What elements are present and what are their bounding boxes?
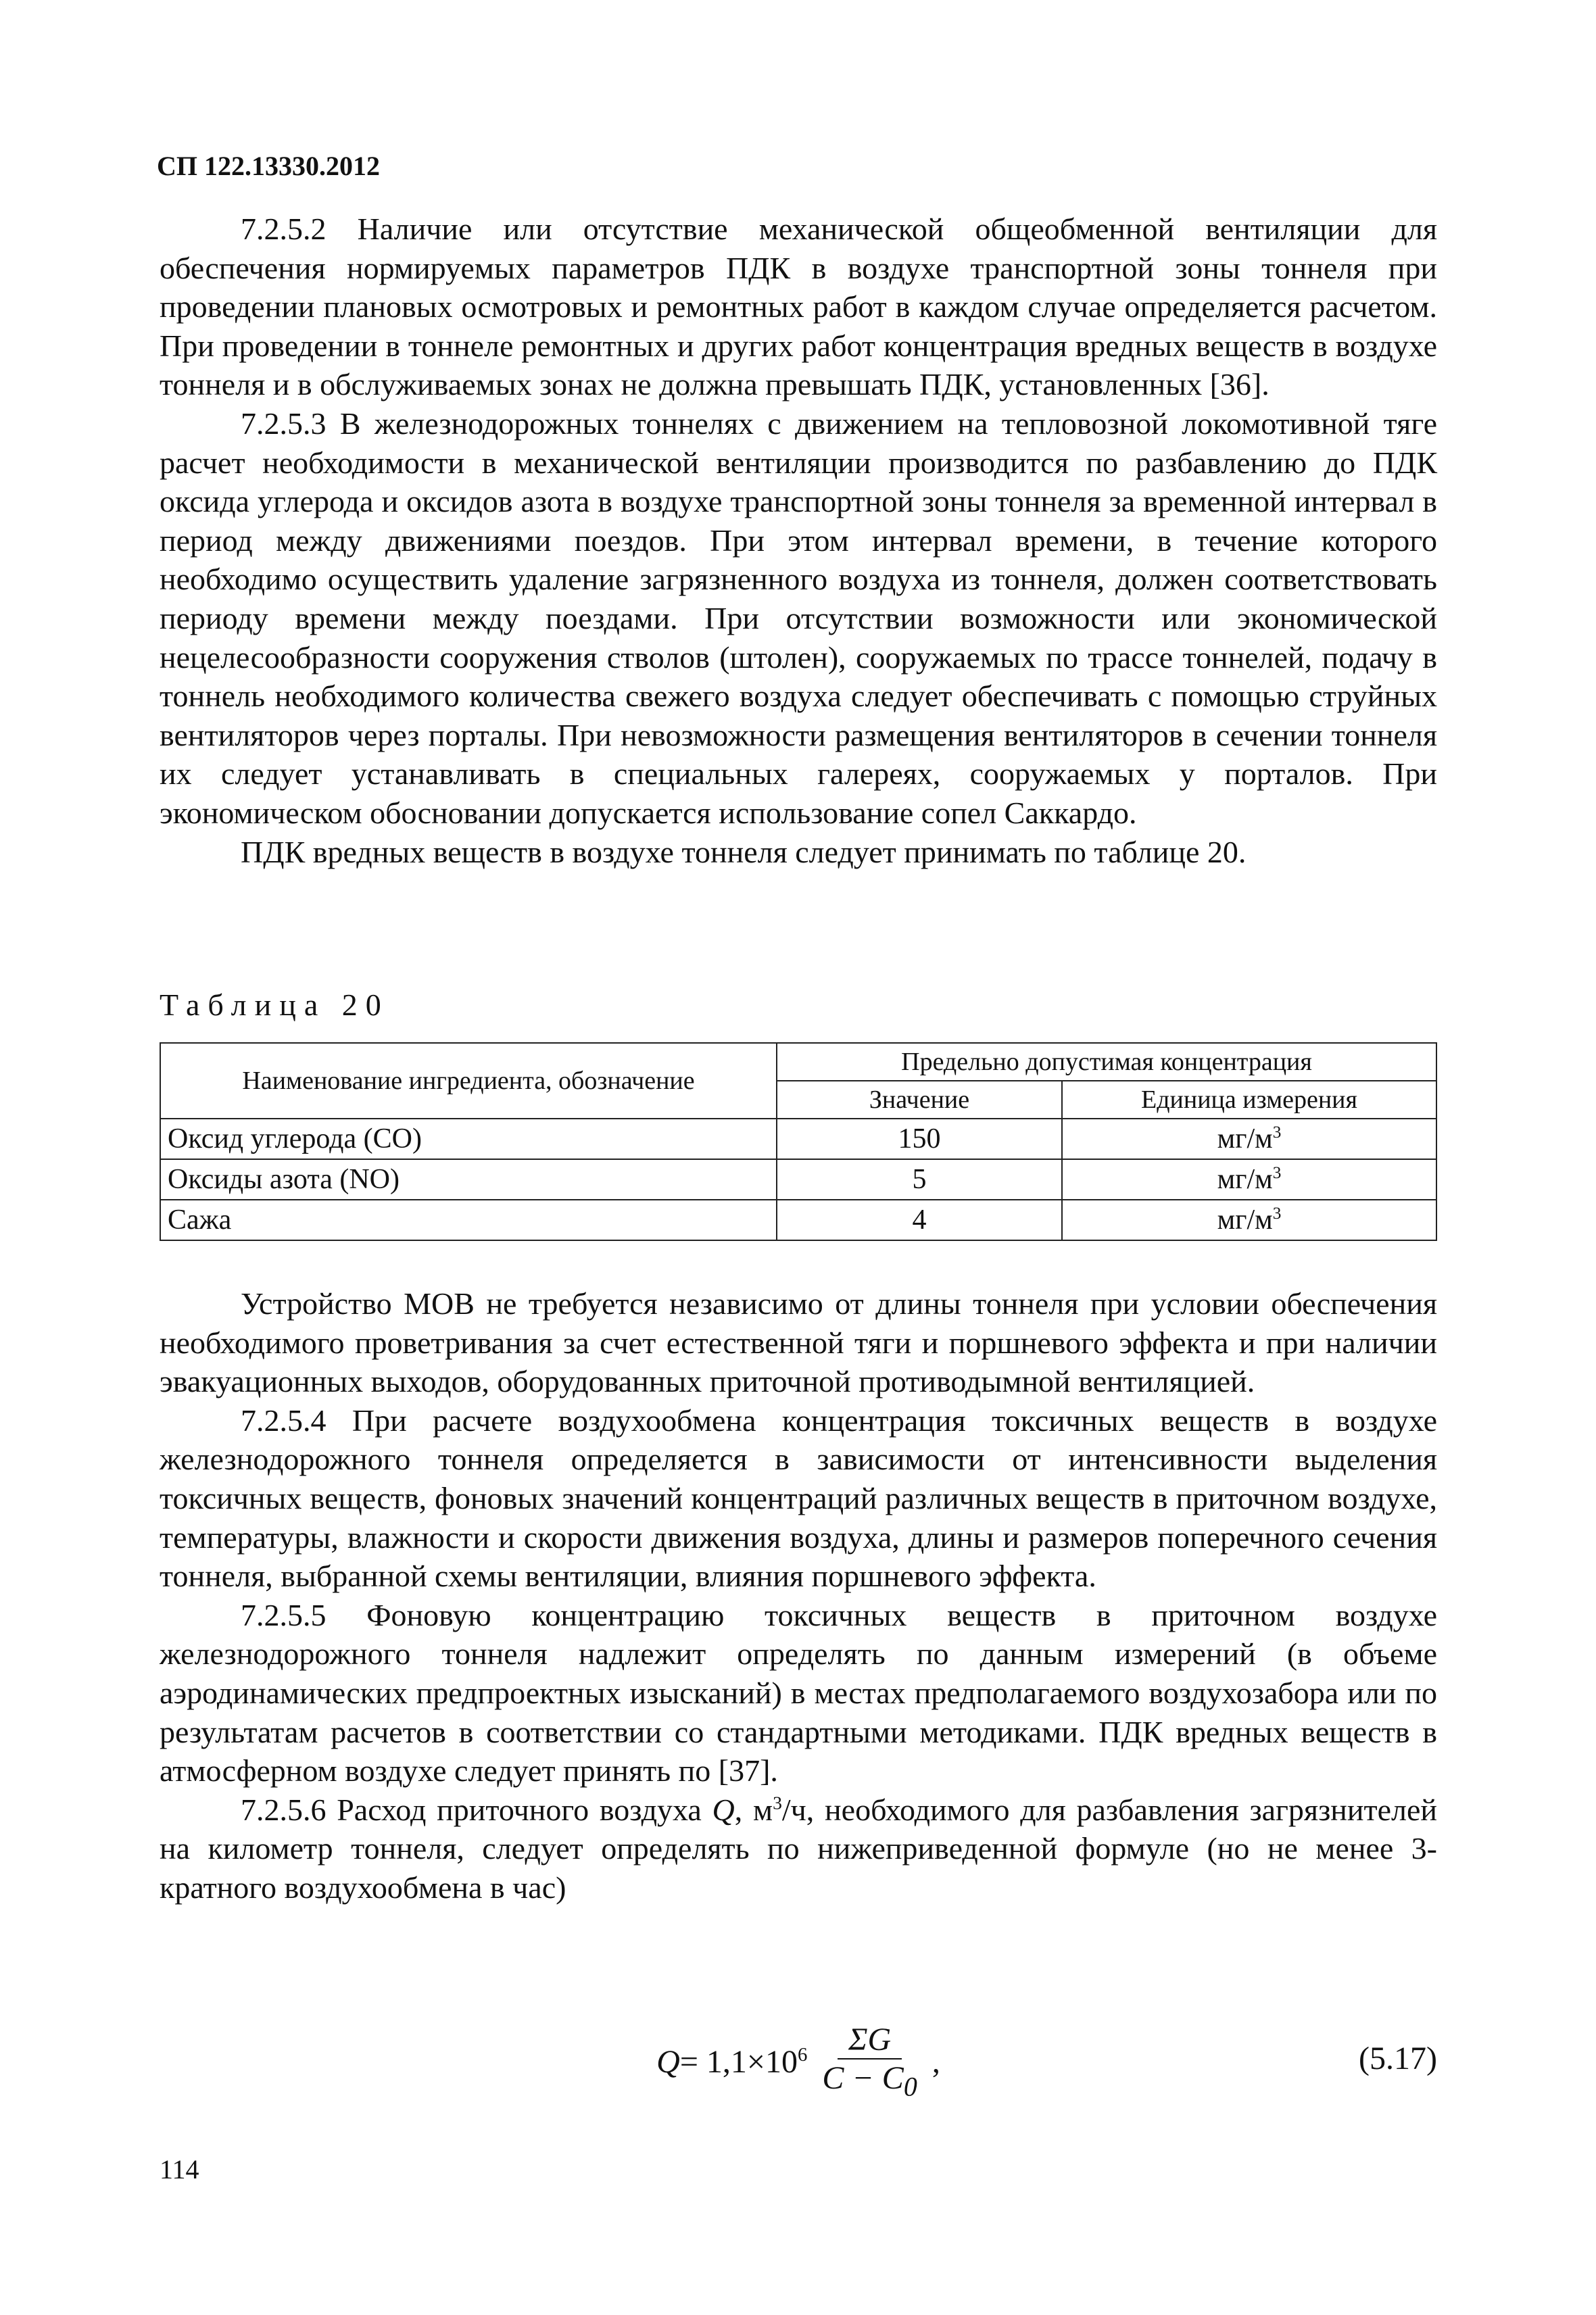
table-row — [160, 1200, 1436, 1240]
unit-superscript: 3 — [1272, 1164, 1282, 1182]
unit-text: мг/м — [1217, 1123, 1273, 1154]
cell-unit — [1062, 1159, 1436, 1200]
document-code-header: СП 122.13330.2012 — [157, 151, 380, 181]
cell-name: Сажа — [160, 1200, 777, 1240]
table-row — [160, 1159, 1436, 1200]
unit-text: мг/м — [1217, 1204, 1273, 1236]
formula-coefficient — [680, 2043, 808, 2080]
table-row — [160, 1119, 1436, 1159]
formula-eq: = 1,1×10 — [679, 2043, 798, 2080]
header-unit: Единица измерения — [1062, 1081, 1436, 1119]
cell-value: 150 — [777, 1119, 1062, 1159]
denominator-subscript: 0 — [903, 2071, 917, 2102]
paragraph-7-2-5-5: 7.2.5.5 Фоновую концентрацию токсичных веществ в приточном воздухе железнодорожного тоннеля надлежит определять по данным измерений (в объеме аэродинамических предпроектных изысканий) в местах предполагаемого воздухозабора или по результатам расчетов в соответствии со стандартными методиками. ПДК вредных веществ в атмосферном воздухе следует принять по [37]. — [160, 1597, 1437, 1788]
formula-exponent: 6 — [797, 2043, 808, 2066]
unit-superscript: 3 — [773, 1792, 782, 1813]
unit-text: мг/м — [1217, 1164, 1273, 1195]
paragraph-7-2-5-4: 7.2.5.4 При расчете воздухообмена концентрация токсичных веществ в воздухе железнодорожного тоннеля определяется в зависимости от интенсивности выделения токсичных веществ, фоновых значений концентраций различных веществ в приточном воздухе, температуры, влажности и скорости движения воздуха, длины и размеров поперечного сечения тоннеля, выбранной схемы вентиляции, влияния поршневого эффекта. — [160, 1403, 1437, 1594]
formula-number: (5.17) — [1359, 2041, 1437, 2076]
formula-trail: , — [932, 2043, 940, 2080]
text-block-upper — [160, 210, 1437, 871]
unit-superscript: 3 — [1272, 1204, 1282, 1223]
header-max-concentration: Предельно допустимая концентрация — [777, 1043, 1436, 1081]
paragraph-7-2-5-3: 7.2.5.3 В железнодорожных тоннелях с движением на тепловозной локомотивной тяге расчет необходимости в механической вентиляции производится по разбавлению до ПДК оксида углерода и оксидов азота в воздухе транспортной зоны тоннеля за временной интервал в период между движениями поездов. При этом интервал времени, в течение которого необходимо осуществить удаление загрязненного воздуха из тоннеля, должен соответствовать периоду времени между поездами. При отсутствии возможности или экономической нецелесообразности сооружения стволов (штолен), сооружаемых по трассе тоннелей, подачу в тоннель необходимого количества свежего воздуха следует обеспечивать с помощью струйных вентиляторов через порталы. При невозможности размещения вентиляторов в сечении тоннеля их следует устанавливать в специальных галереях, сооружаемых у порталов. При экономическом обосновании допускается использование сопел Саккардо. — [160, 406, 1437, 830]
paragraph-text: 7.2.5.6 Расход приточного воздуха — [241, 1792, 712, 1827]
paragraph-text: , м — [734, 1792, 773, 1827]
paragraph-mov: Устройство МОВ не требуется независимо от длины тоннеля при условии обеспечения необходимого проветривания за счет естественной тяги и поршневого эффекта и при наличии эвакуационных выходов, оборудованных приточной противодымной вентиляцией. — [160, 1286, 1437, 1399]
table-20 — [160, 1042, 1437, 1241]
page-number: 114 — [160, 2154, 199, 2185]
cell-unit — [1062, 1200, 1436, 1240]
variable-q: Q — [712, 1792, 735, 1827]
formula-expression — [160, 2014, 1437, 2109]
formula-numerator: ΣG — [838, 2021, 902, 2060]
formula-lhs: Q — [656, 2043, 680, 2080]
cell-name: Оксиды азота (NO) — [160, 1159, 777, 1200]
formula-fraction — [811, 2021, 927, 2103]
formula-denominator — [811, 2060, 927, 2103]
table-caption: Таблица 20 — [160, 988, 389, 1022]
denominator-text: C − C — [822, 2060, 904, 2096]
header-ingredient-name: Наименование ингредиента, обозначение — [160, 1043, 777, 1119]
cell-unit — [1062, 1119, 1436, 1159]
header-value: Значение — [777, 1081, 1062, 1119]
cell-value: 5 — [777, 1159, 1062, 1200]
formula-5-17 — [160, 2014, 1437, 2109]
unit-superscript: 3 — [1272, 1123, 1282, 1142]
paragraph-7-2-5-2: 7.2.5.2 Наличие или отсутствие механической общеобменной вентиляции для обеспечения нормируемых параметров ПДК в воздухе транспортной зоны тоннеля при проведении плановых осмотровых и ремонтных работ в каждом случае определяется расчетом. При проведении в тоннеле ремонтных и других работ концентрация вредных веществ в воздухе тоннеля и в обслуживаемых зонах не должна превышать ПДК, установленных [36]. — [160, 212, 1437, 402]
text-block-lower — [160, 1284, 1437, 1907]
paragraph-table-reference: ПДК вредных веществ в воздухе тоннеля следует принимать по таблице 20. — [241, 834, 1247, 869]
paragraph-text: /ч, необходимого для разбавления загрязнителей на километр тоннеля, следует определять по нижеприведенной формуле (но не менее 3-кратного воздухообмена в час) — [160, 1792, 1437, 1905]
cell-name: Оксид углерода (СО) — [160, 1119, 777, 1159]
cell-value: 4 — [777, 1200, 1062, 1240]
paragraph-7-2-5-6 — [160, 1790, 1437, 1907]
